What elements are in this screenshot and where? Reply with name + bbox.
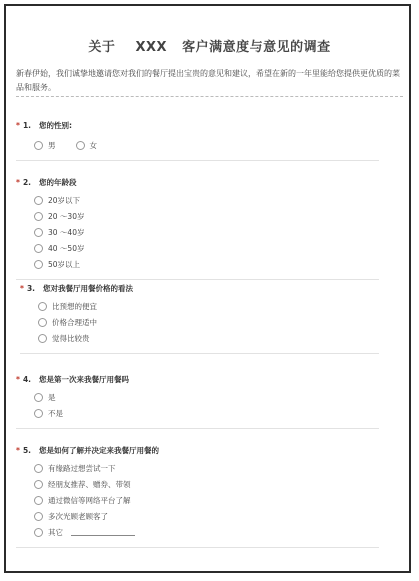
option-label: 经朋友推荐、赠券、带领 [48, 479, 131, 489]
question-separator [16, 547, 379, 548]
question-text: 您是如何了解并决定来我餐厅用餐的 [39, 446, 160, 455]
radio-icon[interactable] [34, 196, 43, 205]
question-separator [16, 160, 379, 161]
radio-icon[interactable] [76, 141, 85, 150]
option-reasonable[interactable] [38, 314, 379, 330]
option-label: 20 ～30岁 [48, 211, 85, 221]
question-5 [16, 445, 379, 548]
option-cheaper[interactable] [38, 298, 379, 314]
question-text: 您的年龄段 [39, 178, 77, 187]
question-title [16, 177, 379, 189]
question-2 [16, 177, 379, 280]
question-separator [16, 279, 379, 280]
options-group [34, 460, 379, 540]
question-title [20, 283, 379, 295]
radio-icon[interactable] [34, 393, 43, 402]
radio-icon[interactable] [34, 528, 43, 537]
radio-icon[interactable] [38, 334, 47, 343]
options-group [34, 192, 379, 272]
required-star: * [16, 446, 20, 455]
option-label: 20岁以下 [48, 195, 81, 205]
option-expensive[interactable] [38, 330, 379, 346]
question-separator [16, 428, 379, 429]
option-label: 男 [48, 140, 56, 150]
option-passing-by[interactable] [34, 460, 379, 476]
option-under-20[interactable] [34, 192, 379, 208]
survey-title: 关于 XXX 客户满意度与意见的调查 [88, 40, 331, 55]
question-number: 4. [22, 375, 32, 384]
required-star: * [16, 375, 20, 384]
radio-icon[interactable] [34, 464, 43, 473]
radio-icon[interactable] [34, 496, 43, 505]
option-label: 其它 [48, 527, 63, 537]
option-30-40[interactable] [34, 224, 379, 240]
radio-icon[interactable] [34, 212, 43, 221]
option-label: 觉得比较贵 [52, 333, 90, 343]
radio-icon[interactable] [34, 512, 43, 521]
options-group [34, 389, 379, 421]
question-title [16, 120, 379, 132]
question-text: 您对我餐厅用餐价格的看法 [43, 284, 134, 293]
option-label: 价格合理适中 [52, 317, 97, 327]
question-text: 您是第一次来我餐厅用餐吗 [39, 375, 130, 384]
options-group [34, 137, 379, 153]
option-40-50[interactable] [34, 240, 379, 256]
question-4 [16, 374, 379, 429]
option-20-30[interactable] [34, 208, 379, 224]
question-text: 您的性别: [39, 121, 73, 130]
other-text-field[interactable] [71, 528, 135, 536]
option-label: 通过微信等网络平台了解 [48, 495, 131, 505]
question-separator [20, 353, 379, 354]
options-group [38, 298, 379, 346]
option-other[interactable] [34, 524, 379, 540]
option-yes[interactable] [34, 389, 379, 405]
question-number: 3. [26, 284, 36, 293]
survey-intro: 新春伊始，我们诚挚地邀请您对我们的餐厅提出宝贵的意见和建议，希望在新的一年里能给您提供更优质的菜品和服务。 [16, 69, 400, 92]
question-1 [16, 120, 379, 161]
required-star: * [16, 121, 20, 130]
question-title [16, 445, 379, 457]
option-label: 不是 [48, 408, 63, 418]
radio-icon[interactable] [38, 318, 47, 327]
required-star: * [20, 284, 24, 293]
option-online[interactable] [34, 492, 379, 508]
option-label: 女 [89, 140, 97, 150]
radio-icon[interactable] [34, 141, 43, 150]
option-male[interactable] [34, 137, 56, 153]
radio-icon[interactable] [34, 480, 43, 489]
option-label: 50岁以上 [48, 259, 81, 269]
question-number: 2. [22, 178, 32, 187]
option-label: 比预想的便宜 [52, 301, 97, 311]
option-regular[interactable] [34, 508, 379, 524]
question-number: 1. [22, 121, 32, 130]
radio-icon[interactable] [38, 302, 47, 311]
option-label: 有缘路过想尝试一下 [48, 463, 116, 473]
option-label: 是 [48, 392, 56, 402]
option-label: 多次光顾老顾客了 [48, 511, 108, 521]
option-label: 30 ～40岁 [48, 227, 85, 237]
option-friend-referral[interactable] [34, 476, 379, 492]
question-3 [20, 283, 379, 354]
radio-icon[interactable] [34, 244, 43, 253]
option-no[interactable] [34, 405, 379, 421]
radio-icon[interactable] [34, 409, 43, 418]
question-number: 5. [22, 446, 32, 455]
required-star: * [16, 178, 20, 187]
option-over-50[interactable] [34, 256, 379, 272]
radio-icon[interactable] [34, 228, 43, 237]
option-female[interactable] [76, 137, 98, 153]
dashed-divider [16, 96, 403, 97]
option-label: 40 ～50岁 [48, 243, 85, 253]
question-title [16, 374, 379, 386]
radio-icon[interactable] [34, 260, 43, 269]
